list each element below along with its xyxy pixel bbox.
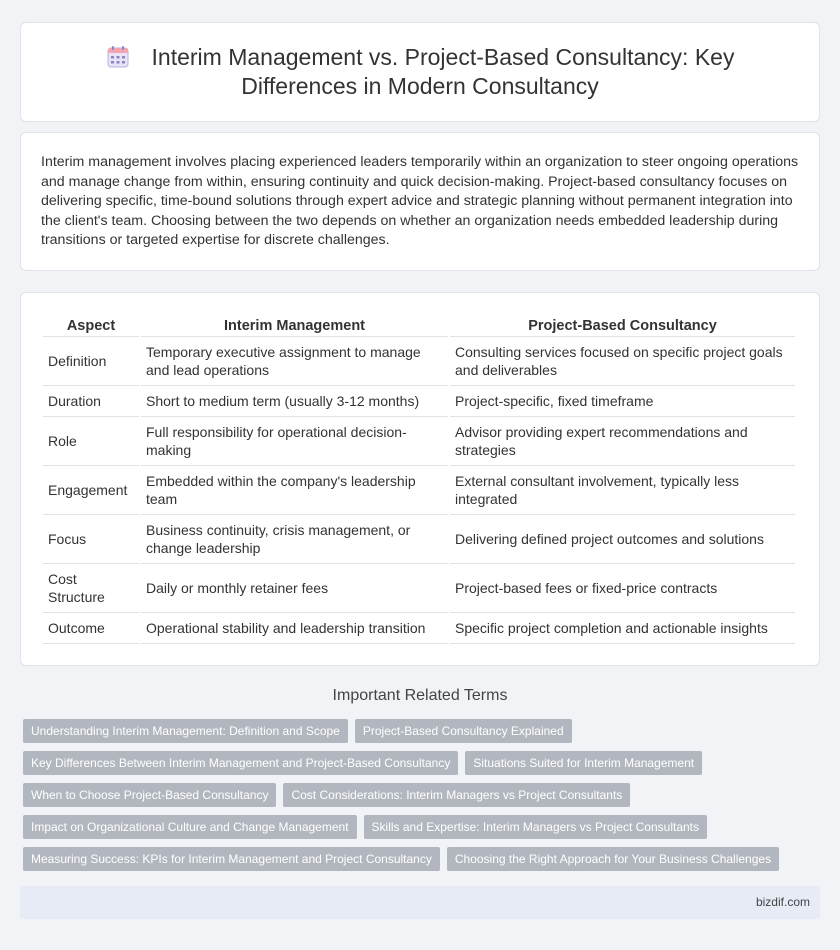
related-term-tag[interactable]: Choosing the Right Approach for Your Business Challenges (447, 847, 779, 871)
comparison-table (41, 313, 797, 644)
title-line-1: Interim Management vs. Project-Based Consultancy: Key (151, 44, 735, 70)
consultancy-cell: Specific project completion and actionable insights (450, 613, 795, 644)
interim-cell: Full responsibility for operational decision-making (141, 417, 448, 466)
related-term-tag[interactable]: Skills and Expertise: Interim Managers vs Project Consultants (364, 815, 707, 839)
table-row (43, 564, 795, 613)
related-term-tag[interactable]: Situations Suited for Interim Management (465, 751, 702, 775)
consultancy-cell: Project-specific, fixed timeframe (450, 386, 795, 417)
header-project-based-consultancy: Project-Based Consultancy (450, 313, 795, 337)
header-aspect: Aspect (43, 313, 139, 337)
aspect-cell: Outcome (43, 613, 139, 644)
footer-site-link[interactable]: bizdif.com (755, 895, 810, 909)
aspect-cell: Definition (43, 337, 139, 386)
header-interim-management: Interim Management (141, 313, 448, 337)
consultancy-cell: Delivering defined project outcomes and solutions (450, 515, 795, 564)
consultancy-cell: Advisor providing expert recommendations and strategies (450, 417, 795, 466)
consultancy-cell: Consulting services focused on specific project goals and deliverables (450, 337, 795, 386)
interim-cell: Operational stability and leadership transition (141, 613, 448, 644)
related-terms-title: Important Related Terms (332, 687, 508, 704)
comparison-table-card (20, 292, 820, 666)
related-term-tag[interactable]: Key Differences Between Interim Management and Project-Based Consultancy (23, 751, 458, 775)
tag-row (23, 847, 813, 871)
interim-cell: Business continuity, crisis management, or change leadership (141, 515, 448, 564)
tag-row (23, 783, 813, 807)
table-row (43, 515, 795, 564)
table-row (43, 466, 795, 515)
consultancy-cell: External consultant involvement, typically less integrated (450, 466, 795, 515)
page-title (21, 43, 819, 72)
calendar-icon (106, 45, 130, 69)
intro-card (20, 132, 820, 271)
interim-cell: Temporary executive assignment to manage and lead operations (141, 337, 448, 386)
tag-row (23, 751, 813, 775)
table-row (43, 417, 795, 466)
intro-text: Interim management involves placing experienced leaders temporarily within an organization to steer ongoing operations and manage change from within, ensuring continuity and quick decision-making. Project-based consultancy focuses on delivering specific, time-bound solutions through expert advice and strategic planning without permanent integration into the client's team. Choosing between the two depends on whether an organization needs embedded leadership during transitions or targeted expertise for discrete challenges. (41, 154, 799, 249)
tag-row (23, 815, 813, 839)
interim-cell: Short to medium term (usually 3-12 months) (141, 386, 448, 417)
related-term-tag[interactable]: When to Choose Project-Based Consultancy (23, 783, 276, 807)
table-header-row (43, 313, 795, 337)
related-term-tag[interactable]: Cost Considerations: Interim Managers vs Project Consultants (283, 783, 630, 807)
related-term-tag[interactable]: Understanding Interim Management: Definition and Scope (23, 719, 348, 743)
aspect-cell: Focus (43, 515, 139, 564)
aspect-cell: Role (43, 417, 139, 466)
consultancy-cell: Project-based fees or fixed-price contracts (450, 564, 795, 613)
table-row (43, 613, 795, 644)
tag-row (23, 719, 813, 743)
related-terms-tags (23, 719, 813, 879)
footer (20, 886, 820, 919)
interim-cell: Daily or monthly retainer fees (141, 564, 448, 613)
interim-cell: Embedded within the company's leadership team (141, 466, 448, 515)
table-row (43, 337, 795, 386)
related-term-tag[interactable]: Measuring Success: KPIs for Interim Management and Project Consultancy (23, 847, 440, 871)
aspect-cell: Duration (43, 386, 139, 417)
title-line-2: Differences in Modern Consultancy (241, 73, 599, 99)
aspect-cell: Cost Structure (43, 564, 139, 613)
related-term-tag[interactable]: Impact on Organizational Culture and Change Management (23, 815, 357, 839)
aspect-cell: Engagement (43, 466, 139, 515)
related-term-tag[interactable]: Project-Based Consultancy Explained (355, 719, 572, 743)
table-row (43, 386, 795, 417)
title-card (20, 22, 820, 122)
